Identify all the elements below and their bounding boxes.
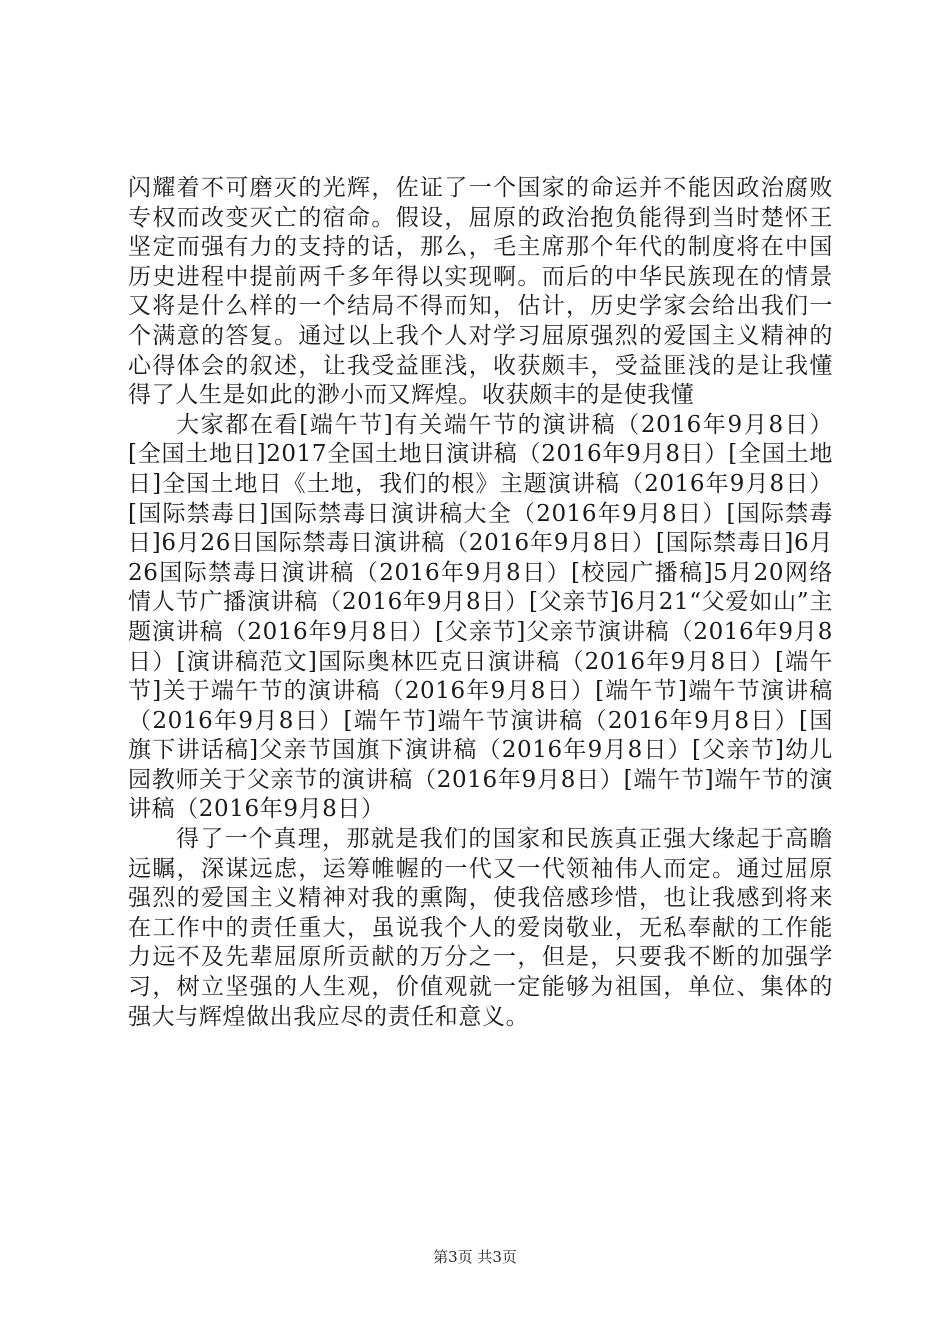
paragraph-2: 大家都在看[端午节]有关端午节的演讲稿（2016年9月8日）[全国土地日]2017全国土地日演讲稿（2016年9月8日）[全国土地日]全国土地日《土地，我们的根》主题演讲稿（2016年9月8日）[国际禁毒日]国际禁毒日演讲稿大全（2016年9月8日）[国际禁毒日]6月26日国际禁毒日演讲稿（2016年9月8日）[国际禁毒日]6月26国际禁毒日演讲稿（2016年9月8日）[校园广播稿]5月20网络情人节广播演讲稿（2016年9月8日）[父亲节]6月21“父爱如山”主题演讲稿（2016年9月8日）[父亲节]父亲节演讲稿（2016年9月8日）[演讲稿范文]国际奥林匹克日演讲稿（2016年9月8日）[端午节]关于端午节的演讲稿（2016年9月8日）[端午节]端午节演讲稿（2016年9月8日）[端午节]端午节演讲稿（2016年9月8日）[国旗下讲话稿]父亲节国旗下演讲稿（2016年9月8日）[父亲节]幼儿园教师关于父亲节的演讲稿（2016年9月8日）[端午节]端午节的演讲稿（2016年9月8日） bbox=[128, 411, 833, 823]
document-body bbox=[128, 174, 833, 1032]
paragraph-1: 闪耀着不可磨灭的光辉，佐证了一个国家的命运并不能因政治腐败专权而改变灭亡的宿命。假设，屈原的政治抱负能得到当时楚怀王坚定而强有力的支持的话，那么，毛主席那个年代的制度将在中国历史进程中提前两千多年得以实现啊。而后的中华民族现在的情景又将是什么样的一个结局不得而知，估计，历史学家会给出我们一个满意的答复。通过以上我个人对学习屈原强烈的爱国主义精神的心得体会的叙述，让我受益匪浅，收获颇丰，受益匪浅的是让我懂得了人生是如此的渺小而又辉煌。收获颇丰的是使我懂 bbox=[128, 175, 833, 409]
page-footer: 第3页 共3页 bbox=[433, 1248, 517, 1266]
paragraph-3: 得了一个真理，那就是我们的国家和民族真正强大缘起于高瞻远瞩，深谋远虑，运筹帷幄的一代又一代领袖伟人而定。通过屈原强烈的爱国主义精神对我的熏陶，使我倍感珍惜，也让我感到将来在工作中的责任重大，虽说我个人的爱岗敬业，无私奉献的工作能力远不及先辈屈原所贡献的万分之一，但是，只要我不断的加强学习，树立坚强的人生观，价值观就一定能够为祖国，单位、集体的强大与辉煌做出我应尽的责任和意义。 bbox=[128, 826, 833, 1030]
